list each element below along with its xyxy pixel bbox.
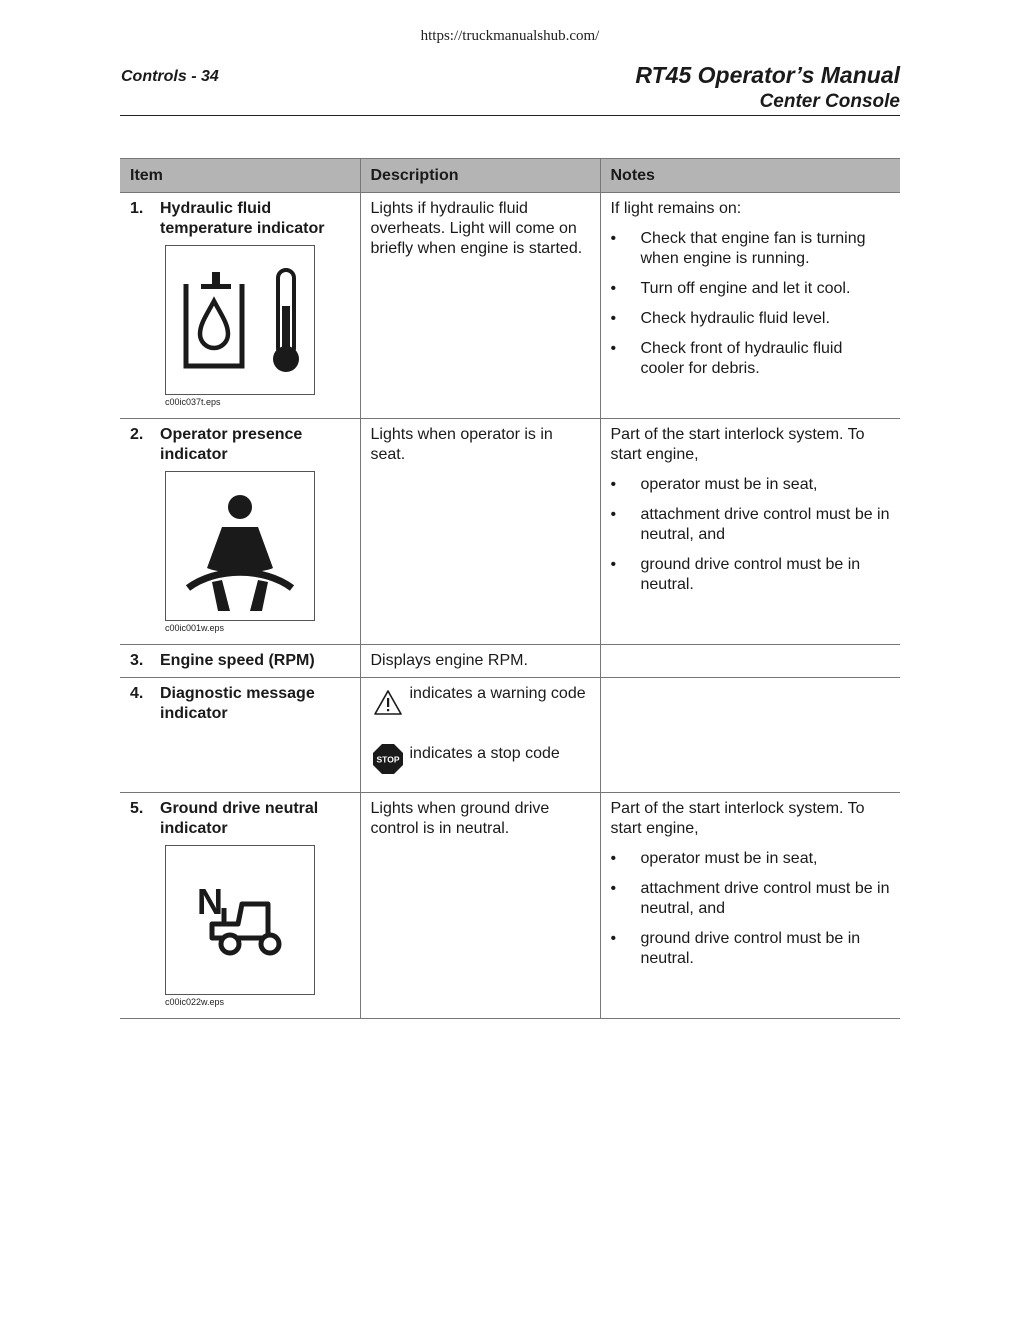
notes-intro: Part of the start interlock system. To start engine, bbox=[610, 426, 865, 463]
list-item: • Check hydraulic fluid level. bbox=[611, 309, 891, 329]
manual-header bbox=[635, 60, 900, 114]
list-item: • ground drive control must be in neutral. bbox=[611, 555, 891, 595]
warning-code-text: indicates a warning code bbox=[409, 685, 586, 702]
list-item: • Check that engine fan is turning when engine is running. bbox=[611, 229, 891, 269]
stop-code-line bbox=[371, 744, 590, 784]
column-header-notes: Notes bbox=[600, 159, 900, 193]
description-text: Lights if hydraulic fluid overheats. Light will come on briefly when engine is started. bbox=[370, 200, 583, 257]
notes-list bbox=[611, 849, 891, 969]
table-row bbox=[120, 678, 900, 793]
figure-caption: c00ic037t.eps bbox=[165, 397, 221, 407]
notes-cell bbox=[600, 419, 900, 645]
notes-cell bbox=[600, 193, 900, 419]
warning-code-line bbox=[371, 684, 590, 724]
section-subtitle: Center Console bbox=[759, 91, 900, 112]
item-number: 5. bbox=[130, 800, 144, 817]
neutral-letter: N bbox=[197, 881, 223, 922]
notes-intro: Part of the start interlock system. To start engine, bbox=[610, 800, 865, 837]
indicator-figure bbox=[165, 471, 350, 634]
item-number: 2. bbox=[130, 426, 144, 443]
notes-list bbox=[611, 475, 891, 595]
item-cell bbox=[120, 419, 360, 645]
description-cell bbox=[360, 793, 600, 1019]
description-cell bbox=[360, 678, 600, 793]
column-header-item: Item bbox=[120, 159, 360, 193]
item-name: Hydraulic fluid temperature indicator bbox=[160, 200, 325, 237]
item-cell bbox=[120, 793, 360, 1019]
indicator-figure bbox=[165, 245, 350, 408]
item-name: Operator presence indicator bbox=[160, 426, 303, 463]
figure-caption: c00ic001w.eps bbox=[165, 623, 225, 633]
item-name: Engine speed (RPM) bbox=[160, 652, 315, 669]
table-row bbox=[120, 193, 900, 419]
item-cell bbox=[120, 678, 360, 793]
warning-triangle-icon bbox=[373, 688, 403, 718]
notes-cell bbox=[600, 678, 900, 793]
table-header-row bbox=[120, 159, 900, 193]
stop-sign-label: STOP bbox=[376, 754, 399, 765]
description-cell bbox=[360, 419, 600, 645]
description-text: Lights when operator is in seat. bbox=[370, 426, 553, 463]
source-url[interactable]: https://truckmanualshub.com/ bbox=[420, 28, 600, 44]
column-header-description: Description bbox=[360, 159, 600, 193]
stop-sign-icon bbox=[371, 742, 405, 776]
list-item: • attachment drive control must be in neutral, and bbox=[611, 505, 891, 545]
item-name: Diagnostic message indicator bbox=[160, 685, 315, 722]
description-cell bbox=[360, 193, 600, 419]
table-row bbox=[120, 419, 900, 645]
description-text: Lights when ground drive control is in neutral. bbox=[370, 800, 550, 837]
description-text: Displays engine RPM. bbox=[370, 652, 528, 669]
indicator-figure bbox=[165, 845, 350, 1008]
notes-list bbox=[611, 229, 891, 379]
stop-code-text: indicates a stop code bbox=[409, 745, 560, 762]
description-cell bbox=[360, 645, 600, 678]
hydraulic-temperature-icon bbox=[166, 246, 314, 394]
list-item: • operator must be in seat, bbox=[611, 849, 891, 869]
header-divider bbox=[120, 115, 900, 116]
item-name: Ground drive neutral indicator bbox=[160, 800, 319, 837]
list-item: • ground drive control must be in neutral. bbox=[611, 929, 891, 969]
table-row bbox=[120, 645, 900, 678]
list-item: • Check front of hydraulic fluid cooler for debris. bbox=[611, 339, 891, 379]
item-number: 4. bbox=[130, 685, 144, 702]
notes-intro: If light remains on: bbox=[610, 200, 742, 217]
notes-cell bbox=[600, 645, 900, 678]
operator-seated-icon bbox=[166, 472, 314, 620]
table-row bbox=[120, 793, 900, 1019]
list-item: • operator must be in seat, bbox=[611, 475, 891, 495]
indicator-table bbox=[120, 158, 900, 1019]
list-item: • Turn off engine and let it cool. bbox=[611, 279, 891, 299]
item-cell bbox=[120, 193, 360, 419]
list-item: • attachment drive control must be in neutral, and bbox=[611, 879, 891, 919]
item-number: 3. bbox=[130, 652, 144, 669]
ground-drive-neutral-icon bbox=[166, 846, 314, 994]
item-cell bbox=[120, 645, 360, 678]
notes-cell bbox=[600, 793, 900, 1019]
figure-caption: c00ic022w.eps bbox=[165, 997, 225, 1007]
section-page-label: Controls - 34 bbox=[121, 68, 219, 85]
manual-title: RT45 Operator’s Manual bbox=[635, 62, 900, 88]
item-number: 1. bbox=[130, 200, 144, 217]
